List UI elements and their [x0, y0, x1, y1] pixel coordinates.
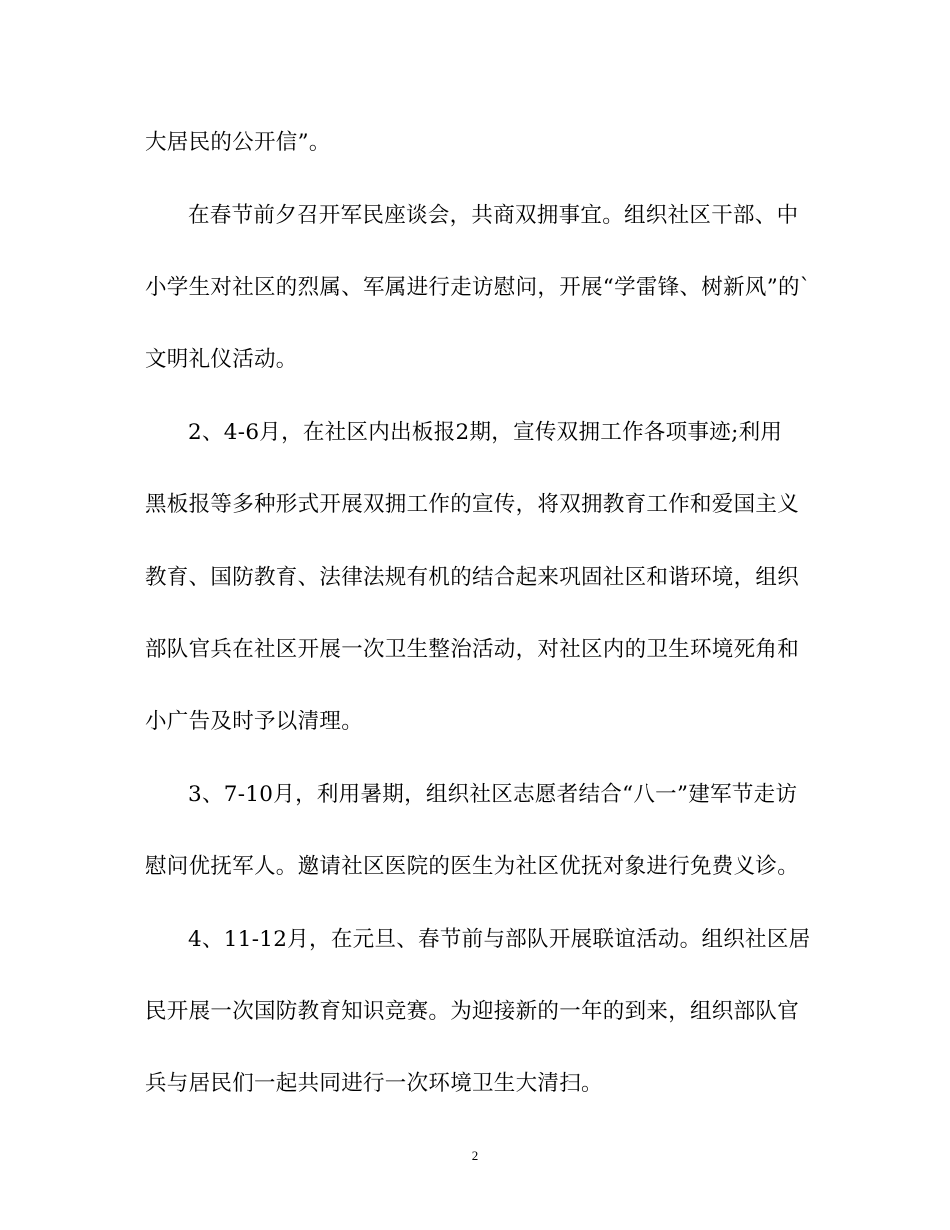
page-number: 2 — [471, 1148, 479, 1163]
text-line: 民开展一次国防教育知识竞赛。为迎接新的一年的到来，组织部队官 — [145, 999, 800, 1024]
text-line: 慰问优抚军人。邀请社区医院的医生为社区优抚对象进行免费义诊。 — [145, 854, 800, 879]
text-line: 大居民的公开信”。 — [145, 130, 331, 155]
text-line: 黑板报等多种形式开展双拥工作的宣传，将双拥教育工作和爱国主义 — [145, 492, 800, 517]
text-line: 小广告及时予以清理。 — [145, 709, 364, 734]
text-line: 3、7-10月，利用暑期，组织社区志愿者结合“八一”建军节走访 — [188, 782, 798, 807]
text-line: 4、11-12月，在元旦、春节前与部队开展联谊活动。组织社区居 — [188, 927, 811, 952]
text-line: 2、4-6月，在社区内出板报2期，宣传双拥工作各项事迹;利用 — [188, 420, 783, 445]
text-line: 文明礼仪活动。 — [145, 347, 298, 372]
text-line: 在春节前夕召开军民座谈会，共商双拥事宜。组织社区干部、中 — [188, 203, 799, 228]
text-line: 部队官兵在社区开展一次卫生整治活动，对社区内的卫生环境死角和 — [145, 637, 800, 662]
text-line: 兵与居民们一起共同进行一次环境卫生大清扫。 — [145, 1071, 603, 1096]
text-line: 小学生对社区的烈属、军属进行走访慰问，开展“学雷锋、树新风”的` — [145, 275, 811, 300]
text-line: 教育、国防教育、法律法规有机的结合起来巩固社区和谐环境，组织 — [145, 565, 800, 590]
